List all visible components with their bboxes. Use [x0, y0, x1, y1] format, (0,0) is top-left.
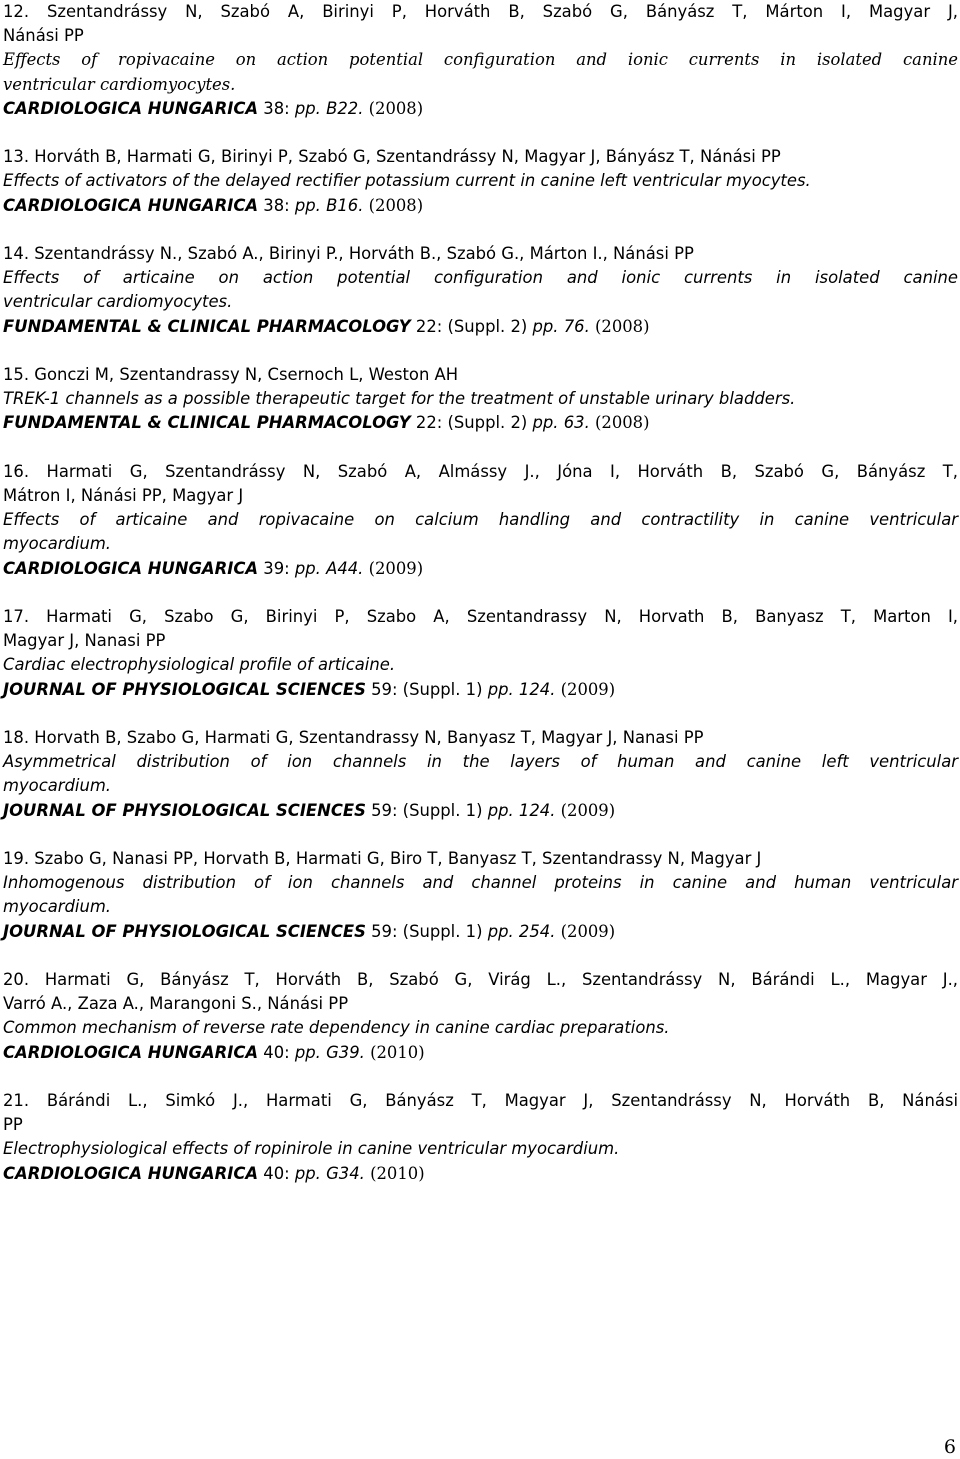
entry-title: Effects of articaine and ropivacaine on calcium handling and contractility in canine ventricular	[3, 510, 958, 530]
entry-title: ventricular cardiomyocytes.	[3, 292, 233, 312]
entry-pages: pp. B16.	[294, 195, 364, 215]
entry-journal: CARDIOLOGICA HUNGARICA	[3, 558, 259, 578]
publication-entry	[3, 1089, 958, 1186]
publication-entry	[3, 460, 958, 581]
publication-list	[3, 0, 958, 1210]
entry-authors: Mátron I, Nánási PP, Magyar J	[3, 486, 244, 505]
entry-journal: CARDIOLOGICA HUNGARICA	[3, 1042, 259, 1062]
entry-citation	[3, 97, 958, 121]
entry-title: Common mechanism of reverse rate dependency in canine cardiac preparations.	[3, 1018, 670, 1038]
entry-title: myocardium.	[3, 776, 112, 796]
entry-title: Cardiac electrophysiological profile of articaine.	[3, 655, 396, 675]
entry-authors: PP	[3, 1115, 23, 1135]
entry-volume: 39:	[258, 558, 295, 578]
entry-citation	[3, 678, 958, 702]
page-number: 6	[943, 1436, 956, 1458]
entry-authors: 15. Gonczi M, Szentandrassy N, Csernoch L, Weston AH	[3, 365, 459, 384]
entry-year: (2008)	[589, 413, 650, 433]
publication-entry	[3, 847, 958, 944]
entry-pages: pp. A44.	[294, 558, 364, 578]
entry-pages: pp. 124.	[487, 679, 556, 699]
entry-authors: 12. Szentandrássy N, Szabó A, Birinyi P, Horváth B, Szabó G, Bányász T, Márton I, Magyar J,	[3, 2, 958, 21]
entry-title: Asymmetrical distribution of ion channels in the layers of human and canine left ventricular	[3, 752, 958, 772]
publication-entry	[3, 0, 958, 121]
publication-entry	[3, 968, 958, 1065]
entry-journal: CARDIOLOGICA HUNGARICA	[3, 98, 259, 118]
entry-volume: 22: (Suppl. 2)	[410, 316, 533, 336]
entry-pages: pp. G39.	[294, 1042, 365, 1062]
entry-citation	[3, 411, 958, 435]
entry-volume: 59: (Suppl. 1)	[365, 800, 488, 820]
entry-volume: 40:	[258, 1163, 295, 1183]
entry-pages: pp. G34.	[294, 1163, 365, 1183]
entry-journal: CARDIOLOGICA HUNGARICA	[3, 195, 259, 215]
entry-title: ventricular cardiomyocytes.	[3, 74, 236, 94]
entry-year: (2008)	[363, 195, 424, 215]
entry-authors: 16. Harmati G, Szentandrássy N, Szabó A, Almássy J., Jóna I, Horváth B, Szabó G, Bányász T,	[3, 461, 958, 481]
entry-year: (2010)	[364, 1163, 425, 1183]
entry-authors: Magyar J, Nanasi PP	[3, 631, 166, 651]
entry-title: myocardium.	[3, 897, 112, 917]
entry-title: Electrophysiological effects of ropinirole in canine ventricular myocardium.	[3, 1139, 620, 1159]
entry-authors: 13. Horváth B, Harmati G, Birinyi P, Szabó G, Szentandrássy N, Magyar J, Bányász T, Nánási PP	[3, 147, 781, 167]
publication-entry	[3, 605, 958, 702]
entry-journal: JOURNAL OF PHYSIOLOGICAL SCIENCES	[3, 921, 366, 941]
entry-pages: pp. B22.	[294, 98, 364, 118]
entry-year: (2009)	[363, 558, 424, 578]
entry-year: (2009)	[555, 679, 616, 699]
entry-authors: Varró A., Zaza A., Marangoni S., Nánási PP	[3, 994, 349, 1014]
entry-title: TREK-1 channels as a possible therapeutic target for the treatment of unstable urinary bladders.	[3, 389, 796, 409]
entry-volume: 59: (Suppl. 1)	[365, 921, 488, 941]
entry-title: Effects of articaine on action potential configuration and ionic currents in isolated canine	[3, 268, 958, 288]
entry-pages: pp. 76.	[532, 316, 590, 336]
entry-citation	[3, 194, 958, 218]
entry-authors: 21. Bárándi L., Simkó J., Harmati G, Bányász T, Magyar J, Szentandrássy N, Horváth B, Nánási	[3, 1091, 958, 1110]
entry-year: (2008)	[363, 98, 424, 118]
entry-journal: CARDIOLOGICA HUNGARICA	[3, 1163, 259, 1183]
entry-year: (2008)	[589, 316, 650, 336]
entry-title: Effects of ropivacaine on action potential configuration and ionic currents in isolated canine	[3, 50, 958, 70]
entry-journal: JOURNAL OF PHYSIOLOGICAL SCIENCES	[3, 800, 366, 820]
entry-authors: Nánási PP	[3, 26, 84, 46]
entry-citation	[3, 557, 958, 581]
entry-authors: 20. Harmati G, Bányász T, Horváth B, Szabó G, Virág L., Szentandrássy N, Bárándi L., Magyar J.,	[3, 970, 958, 989]
entry-journal: FUNDAMENTAL & CLINICAL PHARMACOLOGY	[3, 413, 411, 433]
entry-citation	[3, 1041, 958, 1065]
entry-volume: 38:	[258, 98, 295, 118]
entry-authors: 18. Horvath B, Szabo G, Harmati G, Szentandrassy N, Banyasz T, Magyar J, Nanasi PP	[3, 728, 704, 747]
publication-entry	[3, 145, 958, 218]
publication-entry	[3, 242, 958, 339]
entry-title: myocardium.	[3, 534, 112, 554]
entry-authors: 14. Szentandrássy N., Szabó A., Birinyi P., Horváth B., Szabó G., Márton I., Nánási PP	[3, 244, 694, 263]
entry-authors: 17. Harmati G, Szabo G, Birinyi P, Szabo A, Szentandrassy N, Horvath B, Banyasz T, Marton I,	[3, 607, 958, 626]
entry-volume: 38:	[258, 195, 295, 215]
entry-title: Inhomogenous distribution of ion channels and channel proteins in canine and human ventricular	[3, 873, 958, 893]
publication-entry	[3, 726, 958, 823]
entry-volume: 22: (Suppl. 2)	[410, 413, 533, 433]
entry-volume: 59: (Suppl. 1)	[365, 679, 488, 699]
entry-pages: pp. 63.	[532, 413, 590, 433]
entry-year: (2009)	[555, 800, 616, 820]
entry-pages: pp. 124.	[487, 800, 556, 820]
entry-citation	[3, 1162, 958, 1186]
entry-journal: JOURNAL OF PHYSIOLOGICAL SCIENCES	[3, 679, 366, 699]
entry-year: (2009)	[555, 921, 616, 941]
entry-title: Effects of activators of the delayed rectifier potassium current in canine left ventricular myocytes.	[3, 171, 811, 191]
entry-citation	[3, 799, 958, 823]
entry-year: (2010)	[364, 1042, 425, 1062]
entry-volume: 40:	[258, 1042, 295, 1062]
entry-journal: FUNDAMENTAL & CLINICAL PHARMACOLOGY	[3, 316, 411, 336]
entry-pages: pp. 254.	[487, 921, 556, 941]
publication-entry	[3, 363, 958, 436]
entry-citation	[3, 920, 958, 944]
entry-authors: 19. Szabo G, Nanasi PP, Horvath B, Harmati G, Biro T, Banyasz T, Szentandrassy N, Magyar J	[3, 849, 762, 868]
entry-citation	[3, 315, 958, 339]
